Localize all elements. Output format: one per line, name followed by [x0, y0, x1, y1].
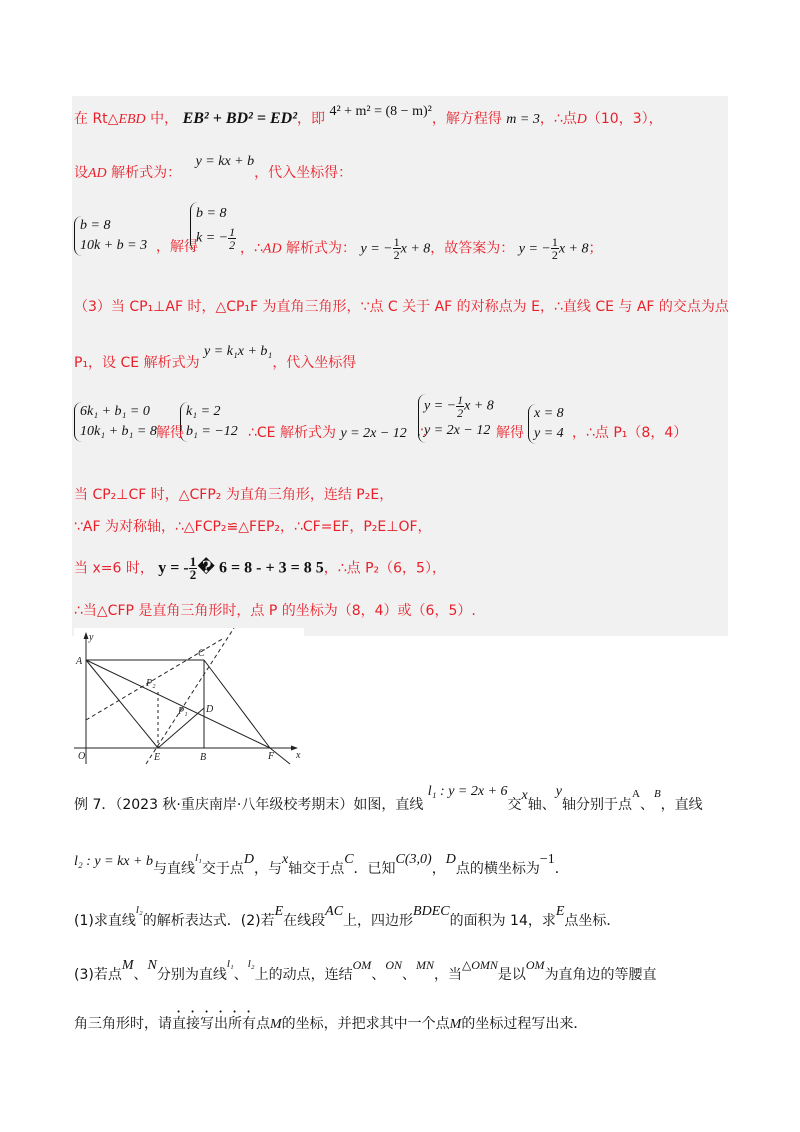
- solution-line-10: [74, 600, 476, 620]
- text: 分别为直线: [156, 967, 227, 983]
- segment-AE: [86, 660, 158, 748]
- label-A: A: [76, 656, 83, 667]
- denominator: 2: [551, 248, 558, 262]
- label-C: C: [198, 648, 205, 659]
- equation: x + 8: [464, 398, 494, 414]
- emphasized-text: 直接写出所有: [172, 1016, 256, 1032]
- text: ．: [554, 861, 569, 877]
- solution-line-5: [74, 344, 357, 372]
- example-line-5: [74, 1008, 587, 1033]
- equation: 4² + m² = (8 − m)²: [329, 104, 432, 119]
- text: 交于点: [201, 861, 244, 877]
- text: △OMN: [461, 958, 498, 972]
- text: 当 x=6 时，: [74, 560, 154, 577]
- text: ，直线: [660, 797, 703, 813]
- equation: b = 8: [196, 206, 227, 221]
- text: MN: [415, 958, 434, 972]
- text: ，与: [253, 861, 282, 877]
- text: 是以: [497, 967, 526, 983]
- equation: y = 2x − 12: [340, 426, 407, 441]
- text: N: [147, 958, 157, 973]
- equation: b₁ = −12: [186, 424, 238, 439]
- text: ∵AF 为对称轴，∴△FCP₂≌△FEP₂，∴CF=EF，P₂E⊥OF，: [74, 519, 432, 535]
- text: AC: [325, 904, 344, 919]
- text: 、: [133, 967, 148, 983]
- numerator: 1: [229, 225, 236, 239]
- text: (1)求直线: [74, 913, 136, 929]
- equation: x + 8: [558, 241, 589, 257]
- solution-line-7: [74, 484, 393, 504]
- label-P1: P₁: [178, 706, 188, 717]
- text: ∴当△CFP 是直角三角形时，点 P 的坐标为（8，4）或（6，5）.: [74, 603, 476, 619]
- text: 、: [401, 967, 416, 983]
- text: 解得: [156, 425, 184, 441]
- example-line-3: [74, 904, 621, 930]
- text: ，当: [433, 967, 462, 983]
- text: 、: [371, 967, 386, 983]
- text: 在线段: [283, 913, 326, 929]
- equation: y = −: [424, 398, 457, 414]
- text: ，代入坐标得: [272, 355, 357, 371]
- equation-system-5: [418, 394, 494, 443]
- equation-system-4: [180, 402, 238, 442]
- equation: y = -: [158, 559, 189, 577]
- text: D: [243, 852, 254, 867]
- text: ∴CE 解析式为: [248, 425, 336, 441]
- equation-system-6: [528, 404, 564, 444]
- text: 例 7．（2023 秋·重庆南岸·八年级校考期末）如图，直线: [74, 797, 424, 813]
- text: 为直角边的等腰直: [544, 967, 657, 983]
- geometry-figure: [74, 628, 304, 770]
- segment-CF: [204, 660, 270, 748]
- text: M: [270, 1017, 282, 1032]
- text: 、: [233, 967, 248, 983]
- text: 设: [74, 165, 88, 181]
- example-line-2: [74, 852, 569, 878]
- text: ，: [431, 861, 446, 877]
- text: AD: [88, 166, 107, 181]
- equation: y = kx + b: [195, 154, 255, 169]
- text: D: [576, 112, 587, 127]
- label-P2: P₂: [146, 678, 156, 689]
- text: 点坐标．: [564, 913, 621, 929]
- equation: y = 2x − 12: [424, 423, 491, 438]
- text: ；: [588, 240, 603, 257]
- text: 交: [507, 797, 522, 813]
- label-O: O: [78, 751, 86, 762]
- text: EBD: [118, 112, 146, 127]
- text: ，代入坐标得：: [254, 165, 353, 181]
- solution-line-9: [74, 556, 446, 581]
- text: 的坐标过程写出来．: [461, 1016, 588, 1032]
- text: ，∴点: [539, 111, 577, 127]
- text: BDEC: [413, 904, 450, 919]
- solution-text: [496, 422, 524, 442]
- text: E: [274, 904, 284, 919]
- text: 当 CP₂⊥CF 时，△CFP₂ 为直角三角形，连结 P₂E，: [74, 487, 394, 503]
- equation: l₂ : y = kx + b: [74, 854, 153, 869]
- equation: k₁ = 2: [186, 404, 221, 419]
- text: 点: [256, 1016, 270, 1032]
- text: 的解析表达式．(2)若: [142, 913, 275, 929]
- denominator: 2: [229, 238, 236, 252]
- y-axis-arrow: [84, 632, 89, 639]
- equation: y = −: [518, 241, 551, 257]
- label-E: E: [154, 752, 161, 763]
- text: 中，: [145, 111, 179, 127]
- text: 解析式为：: [106, 165, 182, 181]
- text: 轴、: [527, 797, 556, 813]
- solution-line-2: [74, 154, 353, 182]
- equation: k = −: [196, 230, 229, 246]
- equation: x + 8: [400, 241, 431, 257]
- text: 的坐标，并把求其中一个点: [281, 1016, 450, 1032]
- equation: b = 8: [80, 218, 111, 233]
- equation: x = 8: [534, 406, 564, 421]
- solution-line-3: [240, 236, 603, 261]
- text: OM: [525, 958, 545, 972]
- text: ON: [385, 958, 402, 972]
- text: x: [521, 788, 528, 803]
- text: ，故答案为：: [430, 240, 515, 257]
- text: 、: [639, 797, 654, 813]
- text: A: [631, 788, 640, 800]
- text: 与直线: [152, 861, 195, 877]
- solution-text: [572, 422, 687, 442]
- equation: 6k₁ + b₁ = 0: [80, 404, 150, 419]
- text: 解析式为：: [281, 240, 357, 257]
- text: ，∴: [240, 240, 263, 257]
- label-F: F: [268, 751, 275, 762]
- text: M: [449, 1017, 462, 1032]
- solution-line-1: [74, 104, 663, 128]
- text: (3)若点: [74, 967, 122, 983]
- equation: l₁ : y = 2x + 6: [427, 784, 508, 799]
- text: B: [653, 788, 661, 800]
- text: ∴: [417, 425, 427, 441]
- numerator: 1: [457, 393, 464, 407]
- text: ，∴点 P₂（6，5），: [323, 560, 446, 577]
- denominator: 2: [457, 406, 464, 420]
- solution-line-6: [248, 422, 426, 442]
- equation: m = 3: [506, 112, 540, 127]
- text: 在 Rt△: [74, 111, 119, 127]
- text: ，即: [296, 111, 325, 127]
- solution-text: [156, 422, 184, 442]
- equation: EB² + BD² = ED²: [182, 110, 297, 127]
- numerator: 1: [551, 235, 558, 249]
- text: （3）当 CP₁⊥AF 时，△CP₁F 为直角三角形，∵点 C 关于 AF 的对称点为 E，∴直线 CE 与 AF 的交点为点: [74, 299, 729, 315]
- example-line-1: [74, 784, 703, 814]
- text: AD: [262, 241, 282, 257]
- label-D: D: [206, 704, 214, 715]
- text: （10，3），: [586, 111, 663, 127]
- equation-system-3: [74, 402, 157, 442]
- text: y: [555, 784, 562, 799]
- solution-line-8: [74, 516, 432, 536]
- equation: y = 4: [534, 426, 564, 441]
- text: 轴分别于点: [561, 797, 632, 813]
- text: D: [445, 852, 456, 867]
- text: E: [555, 904, 565, 919]
- text: x: [281, 852, 289, 867]
- equation-system-2: [190, 202, 236, 251]
- equation: 10k₁ + b₁ = 8: [80, 424, 157, 439]
- text: OM: [352, 958, 372, 972]
- equation: � 6 = 8 - + 3 = 8 5: [197, 559, 324, 577]
- text: 的面积为 14，求: [449, 913, 556, 929]
- text: l₂: [247, 958, 255, 970]
- text: ，解方程得: [431, 111, 502, 127]
- text: 轴交于点: [288, 861, 345, 877]
- equation: y = −: [360, 241, 393, 257]
- text: l₁: [194, 852, 202, 864]
- equation-system-1: [74, 216, 147, 256]
- text: 解得: [496, 425, 524, 441]
- equation: 10k + b = 3: [80, 238, 148, 253]
- example-line-4: [74, 958, 657, 984]
- text: 角三角形时，请: [74, 1016, 172, 1032]
- text: 上，四边形: [343, 913, 414, 929]
- label-x: x: [296, 750, 301, 761]
- label-B: B: [200, 752, 207, 763]
- text: P₁，设 CE 解析式为: [74, 355, 200, 371]
- text: l₁: [226, 958, 234, 970]
- denominator: 2: [189, 567, 197, 582]
- figure-svg: [74, 628, 304, 770]
- dashed-line-CE: [146, 628, 234, 764]
- text: ，解得: [156, 239, 198, 255]
- text: ．已知: [353, 861, 396, 877]
- numerator: 1: [189, 554, 197, 569]
- text: 上的动点，连结: [254, 967, 353, 983]
- equation: −1: [539, 852, 555, 867]
- text: 点的横坐标为: [455, 861, 540, 877]
- text: ，∴点 P₁（8，4）: [572, 425, 688, 441]
- denominator: 2: [393, 248, 400, 262]
- equation: C(3,0): [395, 852, 432, 867]
- equation: y = k₁x + b₁: [204, 344, 273, 359]
- solution-line-4: [74, 296, 729, 316]
- text: l₂: [135, 904, 143, 916]
- label-y: y: [89, 632, 94, 643]
- numerator: 1: [393, 235, 400, 249]
- text: C: [344, 852, 354, 867]
- text: M: [121, 958, 134, 973]
